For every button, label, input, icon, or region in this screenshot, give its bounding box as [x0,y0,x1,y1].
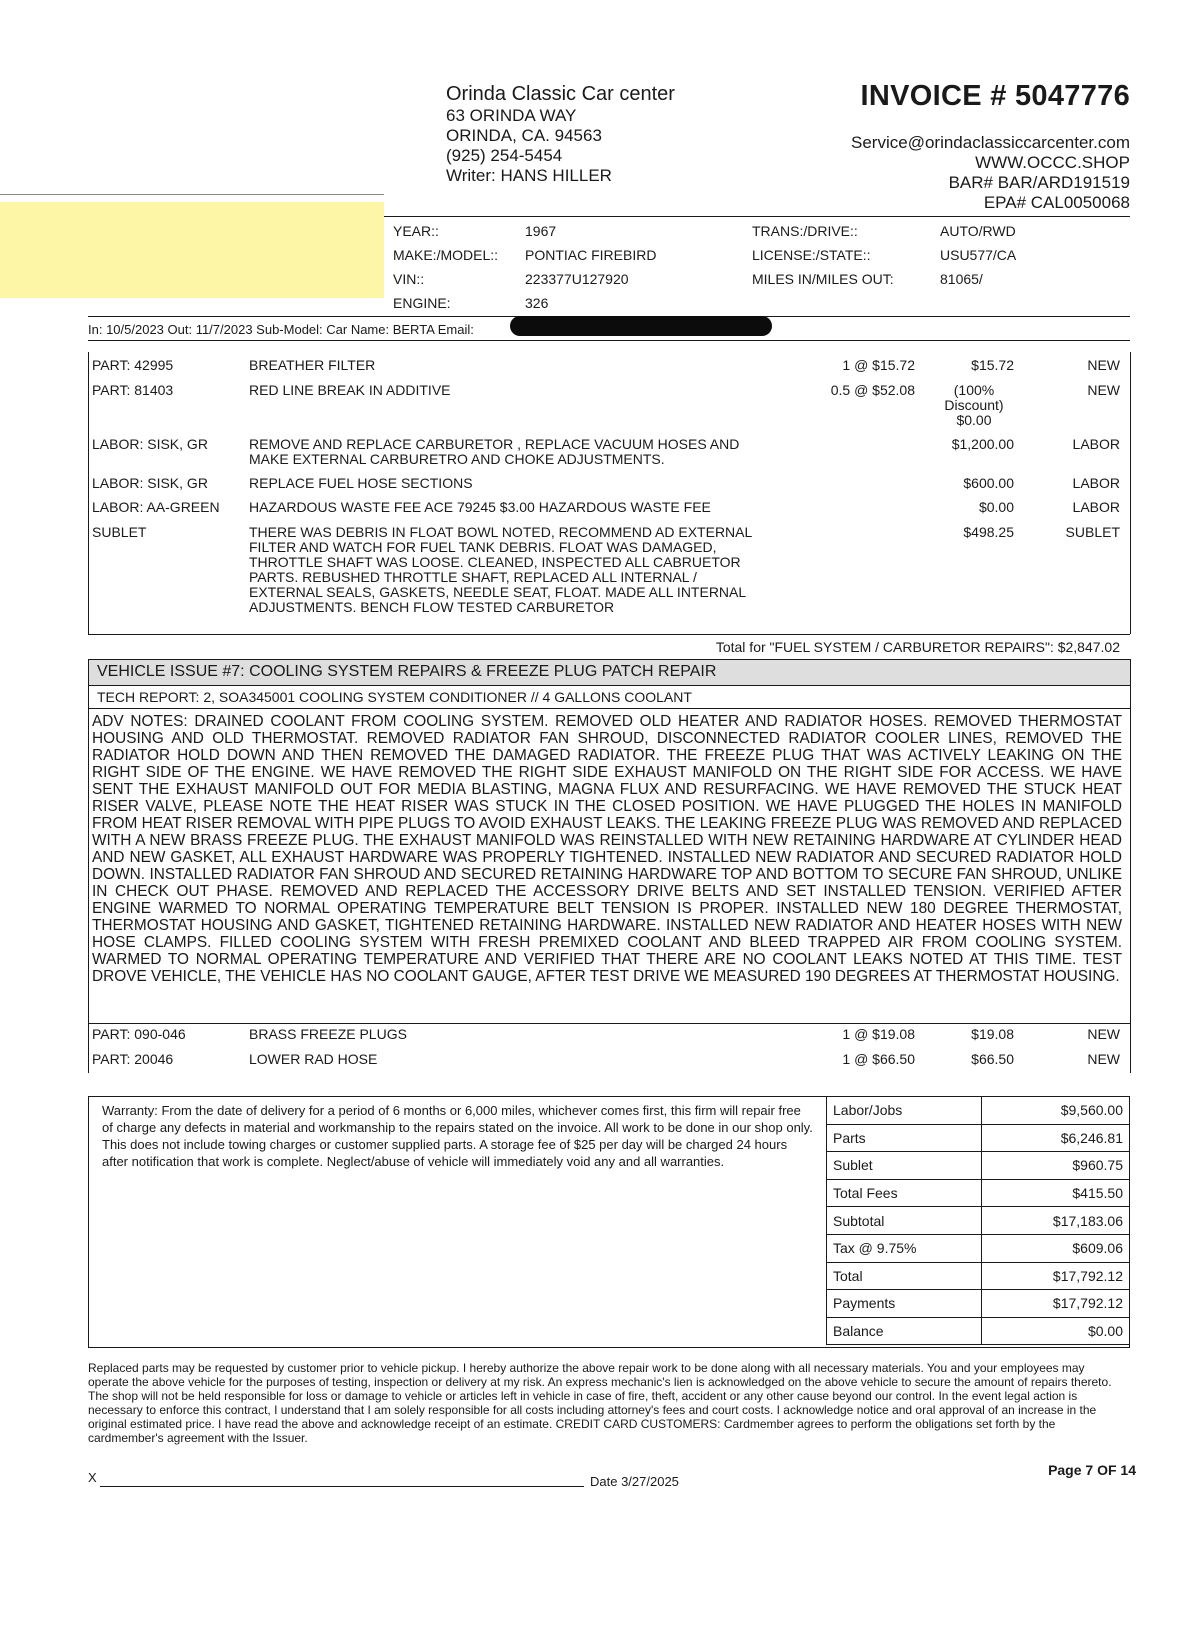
line-status: LABOR [1072,499,1120,515]
year-value: 1967 [525,223,557,239]
totals-label: Parts [827,1124,982,1152]
line-type: LABOR: SISK, GR [92,436,208,452]
totals-row [827,1290,1130,1318]
totals-value: $609.06 [982,1234,1130,1262]
totals-row [827,1317,1130,1345]
line-type: PART: 42995 [92,357,174,373]
line-qty: 1 @ $66.50 [842,1051,915,1067]
miles-label: MILES IN/MILES OUT: [752,271,894,287]
sticky-note [0,202,384,298]
tech-bottom-rule [88,708,1130,709]
issue-left-rule [88,659,89,1073]
shop-address: 63 ORINDA WAY [446,106,577,125]
totals-value: $960.75 [982,1152,1130,1180]
totals-label: Balance [827,1317,982,1345]
signature-date: Date 3/27/2025 [590,1474,679,1489]
shop-website: WWW.OCCC.SHOP [975,153,1130,172]
section-total: Total for "FUEL SYSTEM / CARBURETOR REPAIRS": $2,847.02 [715,639,1120,655]
tech-report: TECH REPORT: 2, SOA345001 COOLING SYSTEM CONDITIONER // 4 GALLONS COOLANT [97,689,692,705]
totals-value: $17,792.12 [982,1262,1130,1290]
make-label: MAKE:/MODEL:: [393,247,499,263]
line-status: NEW [1087,1026,1120,1042]
line-type: PART: 81403 [92,382,174,398]
totals-row [827,1234,1130,1262]
line-amount: $66.50 [971,1051,1014,1067]
totals-row [827,1124,1130,1152]
shop-email: Service@orindaclassiccarcenter.com [851,133,1130,152]
issue-right-rule [1130,659,1131,1073]
invoice-title: INVOICE # 5047776 [860,80,1130,112]
line-status: LABOR [1072,436,1120,452]
line-desc: THERE WAS DEBRIS IN FLOAT BOWL NOTED, RECOMMEND AD EXTERNAL FILTER AND WATCH FOR FUEL TANK DEBRIS. FLOAT WAS DAMAGED, THROTTLE SHAFT WAS LOOSE. CLEANED, INSPECTED ALL CABRUETOR PARTS. REBUSHED THROTTLE SHAFT, REPLACED ALL INTERNAL / EXTERNAL SEALS, GASKETS, NEEDLE SEAT, FLOAT. MADE ALL INTERNAL ADJUSTMENTS. BENCH FLOW TESTED CARBURETOR [249,524,752,615]
totals-label: Subtotal [827,1207,982,1235]
totals-label: Sublet [827,1152,982,1180]
service-writer: Writer: HANS HILLER [446,166,612,185]
totals-value: $17,792.12 [982,1290,1130,1318]
lines-left-rule [88,352,89,634]
warranty-text: Warranty: From the date of delivery for a period of 6 months or 6,000 miles, whichever comes first, this firm will repair free of charge any defects in material and workmanship to the repairs stated on the invoice. All work to be done in our shop only. This does not include towing charges or customer supplied parts. A storage fee of $25 per day will be charged 24 hours after notification that work is complete. Neglect/abuse of vehicle will immediately void any and all warranties. [102,1103,813,1169]
adv-notes: ADV NOTES: DRAINED COOLANT FROM COOLING SYSTEM. REMOVED OLD HEATER AND RADIATOR HOSES. REMOVED THERMOSTAT HOUSING AND OLD THERMOSTAT. REMOVED RADIATOR FAN SHROUD, DISCONNECTED RADIATOR COOLER LINES, REMOVED THE RADIATOR HOLD DOWN AND THEN REMOVED THE DAMAGED RADIATOR. THE FREEZE PLUG THAT WAS ACTIVELY LEAKING ON THE RIGHT SIDE OF THE ENGINE. WE HAVE REMOVED THE RIGHT SIDE EXHAUST MANIFOLD ON THE RIGHT SIDE FOR ACCESS. WE HAVE SENT THE EXHAUST MANIFOLD OUT FOR MEDIA BLASTING, MAGNA FLUX AND RESURFACING. WE HAVE REMOVED THE STUCK HEAT RISER VALVE, PLEASE NOTE THE HEAT RISER WAS STUCK IN THE CLOSED POSITION. WE HAVE PLUGGED THE HOLES IN MANIFOLD FROM HEAT RISER REMOVAL WITH PIPE PLUGS TO AVOID EXHAUST LEAKS. THE LEAKING FREEZE PLUG WAS REMOVED AND REPLACED WITH A NEW BRASS FREEZE PLUG. THE EXHAUST MANIFOLD WAS REINSTALLED WITH NEW RETAINING HARDWARE AT CYLINDER HEAD AND NEW GASKET, ALL EXHAUST HARDWARE WAS PROPERLY TIGHTENED. INSTALLED NEW RADIATOR AND SECURED RADIATOR HOLD DOWN. INSTALLED RADIATOR FAN SHROUD AND SECURED RETAINING HARDWARE TOP AND BOTTOM TO SECURE FAN SHROUD, UNLIKE IN CHECK OUT PHASE. REMOVED AND REPLACED THE ACCESSORY DRIVE BELTS AND SET INSTALLED TENSION. VERIFIED AFTER ENGINE WARMED TO NORMAL OPERATING TEMPERATURE BELT TENSION IS PROPER. INSTALLED NEW 180 DEGREE THERMOSTAT, THERMOSTAT HOUSING AND GASKET, TIGHTENED RETAINING HARDWARE. INSTALLED NEW RADIATOR AND HEATER HOSES WITH NEW HOSE CLAMPS. FILLED COOLING SYSTEM WITH FRESH PREMIXED COOLANT AND BLEED TRAPPED AIR FROM COOLING SYSTEM. WARMED TO NORMAL OPERATING TEMPERATURE AND VERIFIED THAT THERE ARE NO COOLANT LEAKS NOTED AT THIS TIME. TEST DROVE VEHICLE, THE VEHICLE HAS NO COOLANT GAUGE, AFTER TEST DRIVE WE MEASURED 190 DEGREES AT THERMOSTAT HOUSING. [92,713,1122,985]
totals-table [826,1096,1130,1345]
line-desc: REPLACE FUEL HOSE SECTIONS [249,475,473,491]
lines-right-rule [1130,352,1131,634]
engine-label: ENGINE: [393,295,451,311]
year-label: YEAR:: [393,223,439,239]
line-type: LABOR: AA-GREEN [92,499,220,515]
line-desc: LOWER RAD HOSE [249,1051,378,1067]
line-type: LABOR: SISK, GR [92,475,208,491]
license-value: USU577/CA [940,247,1017,263]
line-qty: 0.5 @ $52.08 [830,382,915,398]
shop-city: ORINDA, CA. 94563 [446,126,602,145]
line-amount: $0.00 [978,499,1014,515]
totals-label: Total Fees [827,1179,982,1207]
totals-row [827,1262,1130,1290]
totals-row [827,1097,1130,1125]
line-amount: $19.08 [971,1026,1014,1042]
issue-title: VEHICLE ISSUE #7: COOLING SYSTEM REPAIRS & FREEZE PLUG PATCH REPAIR [97,663,717,680]
totals-value: $17,183.06 [982,1207,1130,1235]
totals-value: $6,246.81 [982,1124,1130,1152]
line-type: PART: 090-046 [92,1026,186,1042]
notes-bottom-rule [88,1023,1130,1024]
totals-label: Tax @ 9.75% [827,1234,982,1262]
shop-phone: (925) 254-5454 [446,146,563,165]
epa-number: EPA# CAL0050068 [983,193,1130,212]
totals-label: Total [827,1262,982,1290]
line-type: SUBLET [92,524,147,540]
dates-line: In: 10/5/2023 Out: 11/7/2023 Sub-Model: Car Name: BERTA Email: [88,322,474,337]
authorization-text: Replaced parts may be requested by customer prior to vehicle pickup. I hereby authorize the above repair work to be done along with all necessary materials. You and your employees may operate the above vehicle for the purposes of testing, inspection or delivery at my risk. An express mechanic's lien is acknowledged on the above vehicle to secure the amount of repairs thereto. The shop will not be held responsible for loss or damage to vehicle or articles left in vehicle in case of fire, theft, accident or any other cause beyond our control. In the event legal action is necessary to enforce this contract, I understand that I am solely responsible for all costs including attorney's fees and court costs. I acknowledge notice and oral approval of an increase in the original estimated price. I have read the above and acknowledge receipt of an estimate. CREDIT CARD CUSTOMERS: Cardmember agrees to perform the obligations set forth by the cardmember's agreement with the Issuer. [88,1361,1112,1445]
line-desc: HAZARDOUS WASTE FEE ACE 79245 $3.00 HAZARDOUS WASTE FEE [249,499,711,515]
shop-contact [851,133,1130,213]
make-value: PONTIAC FIREBIRD [525,247,657,263]
line-amount: $1,200.00 [951,436,1014,452]
line-status: NEW [1087,357,1120,373]
vehicle-top-rule [384,216,1130,217]
line-desc: BRASS FREEZE PLUGS [249,1026,407,1042]
trans-value: AUTO/RWD [940,223,1016,239]
totals-value: $0.00 [982,1317,1130,1345]
vin-label: VIN:: [393,271,425,287]
shop-name: Orinda Classic Car center [446,83,675,105]
trans-label: TRANS:/DRIVE:: [752,223,858,239]
line-amount: $600.00 [963,475,1014,491]
line-amount: $15.72 [971,357,1014,373]
line-desc: REMOVE AND REPLACE CARBURETOR , REPLACE VACUUM HOSES AND MAKE EXTERNAL CARBURETRO AND CHOKE ADJUSTMENTS. [249,436,740,467]
issue-top-rule [88,659,1130,660]
vin-value: 223377U127920 [525,271,629,287]
signature-mark: X [88,1470,97,1485]
line-amount: $498.25 [963,524,1014,540]
miles-value: 81065/ [940,271,983,287]
totals-row [827,1207,1130,1235]
redaction-bar [510,316,772,336]
totals-label: Payments [827,1290,982,1318]
line-qty: 1 @ $15.72 [842,357,915,373]
totals-row [827,1152,1130,1180]
bar-number: BAR# BAR/ARD191519 [948,173,1130,192]
totals-row [827,1179,1130,1207]
totals-value: $415.50 [982,1179,1130,1207]
shop-info [446,82,675,186]
line-amount: (100% Discount) $0.00 [944,382,1004,428]
total-top-rule [88,634,1130,635]
line-type: PART: 20046 [92,1051,174,1067]
line-status: LABOR [1072,475,1120,491]
engine-value: 326 [525,295,549,311]
line-status: NEW [1087,1051,1120,1067]
dates-bottom-rule [88,340,1130,341]
line-desc: BREATHER FILTER [249,357,376,373]
totals-label: Labor/Jobs [827,1097,982,1125]
issue-bottom-rule [88,685,1130,686]
page-number: Page 7 OF 14 [1048,1462,1136,1478]
totals-value: $9,560.00 [982,1097,1130,1125]
line-desc: RED LINE BREAK IN ADDITIVE [249,382,451,398]
line-qty: 1 @ $19.08 [842,1026,915,1042]
line-status: NEW [1087,382,1120,398]
line-status: SUBLET [1065,524,1120,540]
license-label: LICENSE:/STATE:: [752,247,871,263]
scan-edge-line [0,194,384,195]
signature-line [100,1486,584,1487]
